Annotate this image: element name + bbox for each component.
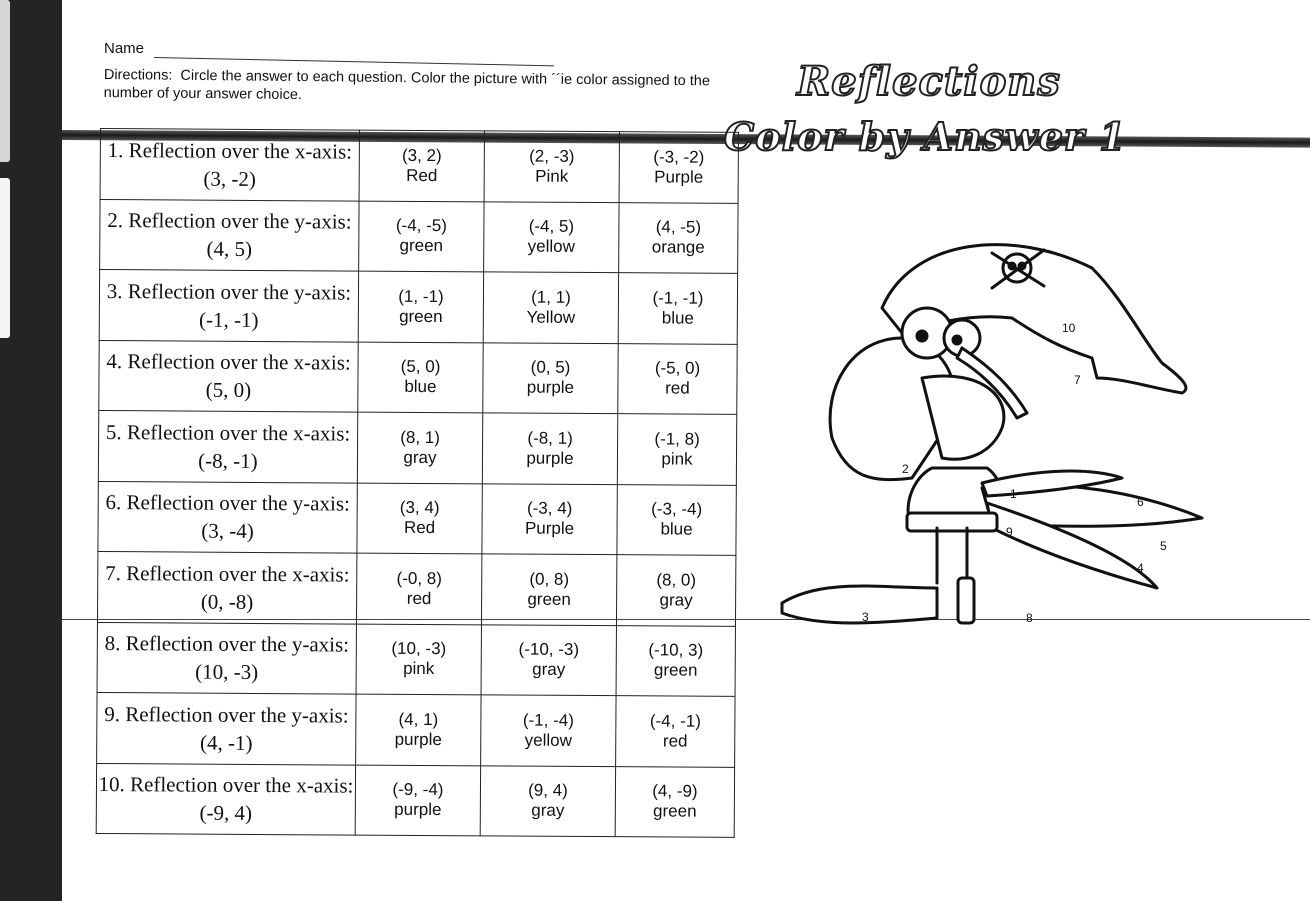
choice-coordinate: (-4, 5) (528, 216, 575, 237)
region-label: 3 (862, 610, 869, 624)
answer-choice[interactable] (359, 201, 484, 272)
question-cell: 8. Reflection over the y-axis: (10, -3) (97, 622, 356, 694)
answer-choice[interactable] (618, 343, 737, 414)
choice-coordinate: (-4, -5) (395, 216, 447, 236)
choice-coordinate: (-1, -4) (522, 710, 574, 730)
choice-color: purple (394, 800, 442, 820)
choice-color: purple (526, 377, 575, 398)
choice-color: pink (403, 659, 435, 679)
choice-coordinate: (-10, 3) (648, 640, 704, 660)
region-label: 5 (1160, 539, 1167, 553)
choice-coordinate: (10, -3) (391, 639, 447, 659)
choice-color: Purple (524, 518, 575, 539)
answer-choice[interactable] (483, 342, 618, 413)
region-label: 7 (1074, 373, 1081, 387)
rail-tab[interactable] (0, 0, 10, 162)
question-row (100, 199, 738, 273)
choice-coordinate: (1, -1) (398, 286, 444, 306)
question-row (97, 692, 735, 766)
choice-coordinate: (0, 8) (529, 569, 570, 589)
answer-choice[interactable] (358, 271, 483, 342)
choice-coordinate: (-5, 0) (654, 358, 701, 378)
choice-color: green (399, 236, 444, 256)
choice-color: red (665, 378, 690, 398)
choice-color: purple (394, 729, 442, 749)
choice-coordinate: (-4, -1) (649, 711, 701, 731)
question-cell: 1. Reflection over the x-axis: (3, -2) (100, 129, 359, 201)
region-label: 1 (1010, 487, 1017, 501)
parrot-foot (782, 586, 937, 623)
choice-coordinate: (-1, -1) (652, 288, 704, 308)
choice-coordinate: (9, 4) (528, 780, 568, 801)
choice-coordinate: (0, 5) (530, 357, 571, 378)
choice-coordinate: (5, 0) (400, 357, 441, 377)
answer-choice[interactable] (617, 484, 736, 555)
choice-color: red (406, 588, 432, 608)
choice-coordinate: (-3, -2) (653, 147, 705, 167)
choice-coordinate: (2, -3) (529, 146, 575, 166)
answer-choice[interactable] (356, 624, 481, 695)
question-row (96, 763, 734, 837)
region-label: 2 (902, 462, 909, 476)
choice-coordinate: (4, -9) (652, 781, 698, 801)
answer-choice[interactable] (484, 131, 619, 202)
answer-choice[interactable] (616, 555, 735, 626)
choice-color: blue (661, 308, 694, 328)
answer-choice[interactable] (616, 625, 735, 696)
answer-choice[interactable] (357, 483, 482, 554)
question-cell: 4. Reflection over the x-axis: (5, 0) (99, 340, 358, 412)
region-label: 6 (1137, 495, 1144, 509)
answer-choice[interactable] (482, 483, 617, 554)
choice-coordinate: (-3, -4) (651, 499, 703, 519)
choice-coordinate: (8, 0) (656, 570, 697, 590)
answer-choice[interactable] (617, 414, 736, 485)
choice-color: green (653, 660, 698, 680)
answer-choice[interactable] (619, 132, 738, 203)
region-label: 4 (1137, 561, 1144, 575)
choice-color: Red (403, 518, 436, 538)
choice-color: green (399, 306, 443, 326)
choice-color: gray (531, 800, 565, 821)
question-row (99, 340, 737, 414)
choice-coordinate: (-3, 4) (526, 498, 573, 519)
pirate-parrot-picture (762, 228, 1212, 638)
answer-choice[interactable] (616, 696, 735, 767)
answer-choice[interactable] (480, 765, 615, 836)
choice-color: Red (406, 165, 438, 185)
answer-choice[interactable] (615, 766, 734, 837)
name-line (154, 57, 554, 66)
question-cell: 6. Reflection over the y-axis: (3, -4) (98, 481, 357, 553)
region-label: 9 (1006, 525, 1013, 539)
choice-coordinate: (3, 4) (399, 498, 440, 518)
choice-coordinate: (-10, -3) (518, 639, 580, 660)
question-cell: 7. Reflection over the x-axis: (0, -8) (97, 551, 356, 623)
question-cell: 9. Reflection over the y-axis: (4, -1) (97, 692, 356, 764)
question-cell: 10. Reflection over the x-axis: (-9, 4) (96, 763, 355, 835)
choice-coordinate: (3, 2) (401, 145, 442, 165)
question-cell: 5. Reflection over the x-axis: (-8, -1) (98, 410, 357, 482)
answer-choice[interactable] (356, 694, 481, 765)
choice-color: gray (403, 447, 437, 467)
answer-choice[interactable] (355, 765, 480, 836)
choice-color: green (653, 801, 697, 821)
choice-color: Pink (535, 166, 569, 186)
answer-choice[interactable] (483, 272, 618, 343)
choice-color: yellow (524, 730, 572, 750)
choice-color: blue (660, 519, 693, 539)
left-rail (0, 0, 62, 901)
choice-coordinate: (4, -5) (655, 217, 702, 237)
choice-coordinate: (-1, 8) (654, 429, 700, 449)
worksheet-title: Reflections (797, 58, 1061, 105)
region-label: 10 (1062, 321, 1076, 335)
question-row (97, 551, 735, 625)
region-label: 8 (1026, 611, 1033, 625)
question-cell: 2. Reflection over the y-axis: (4, 5) (100, 199, 359, 271)
answer-choice[interactable] (481, 695, 616, 766)
answer-choice[interactable] (356, 553, 481, 624)
choice-color: pink (661, 449, 693, 469)
directions-text: Circle the answer to each question. Color the picture with ´´ie color assigned to the number of your answer choice. (103, 67, 711, 104)
answer-choice[interactable] (481, 554, 616, 625)
answer-choice[interactable] (484, 201, 619, 272)
choice-color: blue (404, 377, 437, 397)
directions (104, 66, 744, 109)
choice-color: orange (651, 237, 705, 257)
question-row (99, 270, 737, 344)
directions-prefix: Directions: (103, 66, 173, 84)
question-row (98, 481, 736, 555)
choice-coordinate: (-0, 8) (396, 568, 442, 588)
choice-coordinate: (4, 1) (398, 709, 439, 729)
choice-color: purple (526, 448, 574, 468)
choice-color: Yellow (526, 307, 576, 327)
question-row (98, 410, 736, 484)
name-label: Name (104, 40, 145, 57)
choice-color: yellow (527, 236, 575, 257)
worksheet (62, 0, 1310, 901)
choice-color: Purple (654, 167, 704, 187)
question-row (100, 129, 738, 203)
answer-choice[interactable] (358, 342, 483, 413)
choice-coordinate: (8, 1) (400, 427, 441, 447)
choice-coordinate: (-8, 1) (527, 428, 573, 448)
question-row (97, 622, 735, 696)
question-cell: 3. Reflection over the y-axis: (-1, -1) (99, 270, 358, 342)
choice-color: gray (659, 590, 693, 610)
rail-tab[interactable] (0, 178, 10, 338)
choice-coordinate: (1, 1) (531, 287, 571, 307)
worksheet-subtitle: Color by Answer 1 (724, 114, 1127, 159)
choice-color: green (527, 589, 571, 609)
answer-choice[interactable] (481, 624, 616, 695)
answer-choice[interactable] (619, 202, 738, 273)
choice-color: red (662, 731, 688, 751)
answer-table (96, 128, 739, 838)
answer-choice[interactable] (618, 273, 737, 344)
answer-choice[interactable] (482, 413, 617, 484)
choice-color: gray (532, 659, 566, 680)
answer-choice[interactable] (357, 412, 482, 483)
choice-coordinate: (-9, -4) (392, 780, 444, 800)
answer-choice[interactable] (359, 130, 484, 201)
